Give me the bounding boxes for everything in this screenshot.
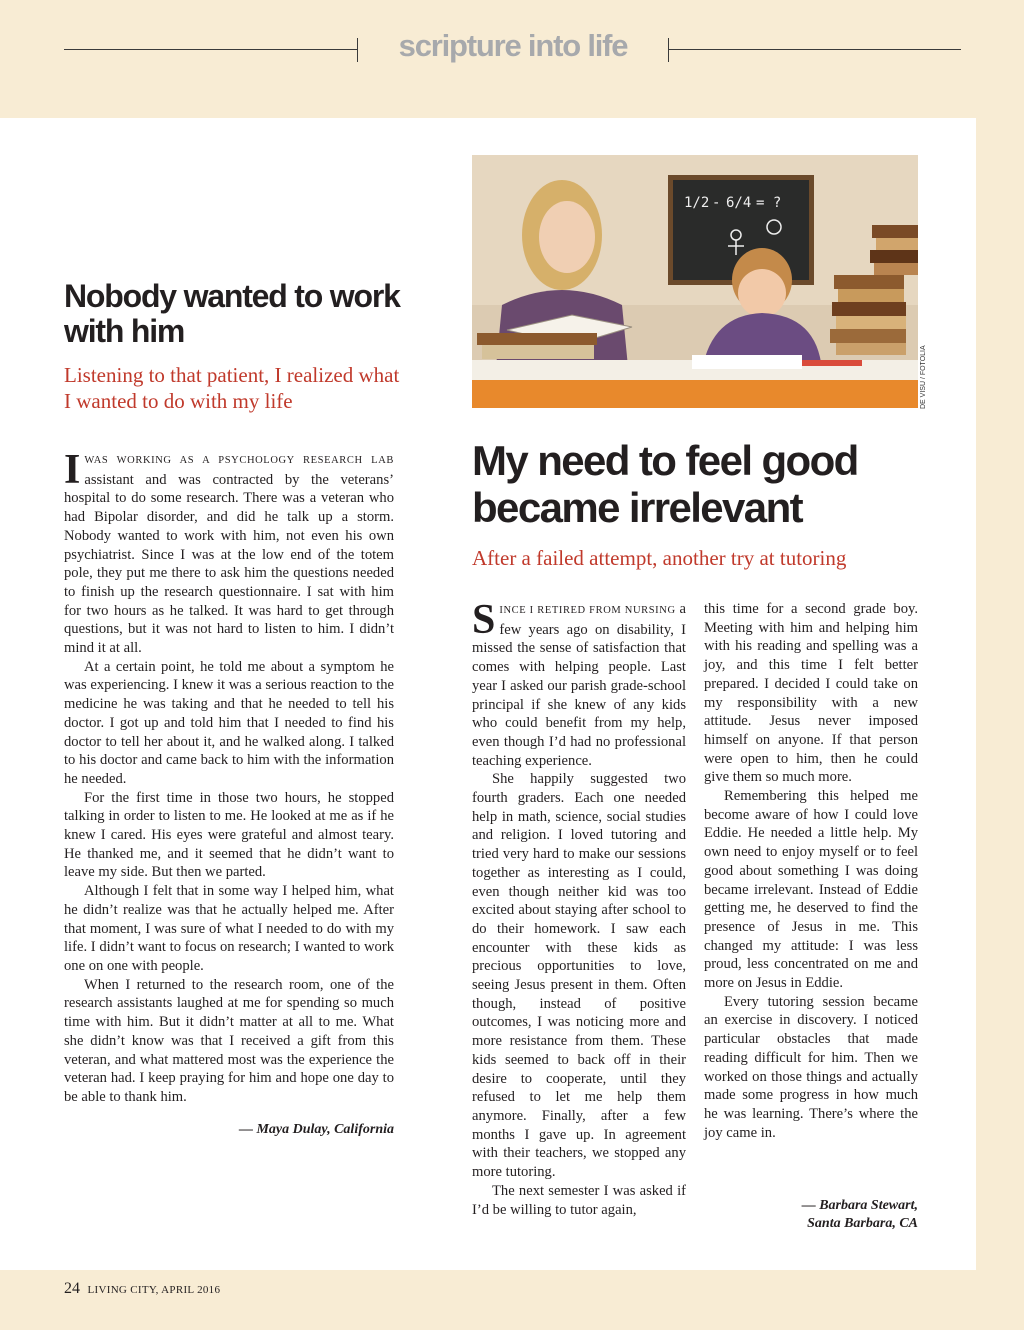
header-rule-tick-right	[668, 38, 669, 62]
story1-deck: Listening to that patient, I realized what I wanted to do with my life	[64, 363, 400, 413]
header-rule-tick-left	[357, 38, 358, 62]
story1-lead-smallcaps: WAS WORKING AS A PSYCHOLOGY RESEARCH LAB	[84, 455, 394, 466]
story1-body	[64, 447, 394, 1107]
story2-deck: After a failed attempt, another try at tutoring	[472, 546, 847, 570]
story2-paragraph-3: The next semester I was asked if I’d be willing to tutor again,	[472, 1182, 686, 1218]
story2-paragraph-1-text: a few years ago on disability, I missed the sense of satisfaction that comes with helping people. Last year I asked our parish grade-school principal if she knew of any kids who could benefit from my help, even though I’d had no professional teaching experience.	[472, 601, 686, 769]
story1-paragraph-1	[64, 447, 394, 658]
story2-paragraph-5: Every tutoring session became an exercise in discovery. I noticed particular obstacles that made reading difficult for him. Then we worked on those things and actually made some progress in how much he was learning. There’s where the joy came in.	[704, 993, 918, 1141]
photo-credit: DE VISU / FOTOLIA	[920, 345, 927, 409]
story2-dropcap: S	[472, 597, 496, 643]
story1-paragraph-5: When I returned to the research room, one of the research assistants laughed at me for spending so much time with him. But it didn’t matter at all to me. What she didn’t know was that I received a gift from this veteran, and what mattered most was the experience the veteran had. I keep praying for him and hope one day to be able to thank him.	[64, 976, 394, 1105]
chalk-text-2: -	[712, 195, 721, 211]
page-footer	[64, 1280, 220, 1298]
story2-signature-name: — Barbara Stewart,	[801, 1198, 918, 1213]
page-number: 24	[64, 1280, 80, 1297]
header-rule-left	[64, 49, 358, 50]
story2-paragraph-4: Remembering this helped me become aware of how I could love Eddie. He needed a little help. My own need to enjoy myself or to feel good about something I was doing became irrelevant. Instead of Eddie getting me, he deserved to find the presence of Jesus in me. This changed my attitude: I was less proud, less concentrated on me and more on Jesus in Eddie.	[704, 788, 918, 992]
chalk-text-3: 6/4	[726, 195, 752, 211]
tutoring-illustration	[472, 155, 918, 408]
story1-dropcap: I	[64, 447, 81, 493]
story2-column-right	[704, 600, 918, 1142]
section-title: scripture into life	[398, 28, 628, 63]
story2-paragraph-2: She happily suggested two fourth graders. Each one needed help in math, science, social studies and religion. I loved tutoring and tried very hard to make our sessions together as interesting as I could, even though neither kid was too excited about staying after school to do their homework. I saw each encounter with these kids as precious opportunities to love, seeing Jesus present in them. Often though, instead of positive outcomes, I was noticing more and more resistance from them. These kids seemed to back off in their desire to cooperate, until they refused to let me help them anymore. Finally, after a few months I gave up. In agreement with their teachers, we stopped any more tutoring.	[472, 771, 686, 1181]
header-rule-right	[669, 49, 961, 50]
story2-title: My need to feel good became irrelevant	[472, 437, 858, 531]
chalk-text-4: = ?	[756, 195, 782, 211]
story2-column-left	[472, 597, 686, 1219]
story1-paragraph-1-text: assistant and was contracted by the veterans’ hospital to do some research. There was a veteran who had Bipolar disorder, and did he talk up a storm. Nobody wanted to work with him, not even his own psychiatrist. Since I was at the low end of the totem pole, they put me there to ask him the questions needed to finish up the research questionnaire. I sat with him for two hours as he talked. It was hard to get through questions, but it was not hard to listen to him. I didn’t mind it at all.	[64, 471, 394, 657]
story2-paragraph-3-cont: this time for a second grade boy. Meeting with him and helping him with his reading and spelling was a joy, and this time I felt better prepared. I decided I could take on my responsibility with a new attitude. Jesus never imposed himself on anyone. If that person were open to him, then he could give them so much more.	[704, 601, 918, 786]
story1-signature: — Maya Dulay, California	[238, 1122, 394, 1137]
publication-info: LIVING CITY, APRIL 2016	[87, 1284, 221, 1296]
story2-paragraph-1	[472, 597, 686, 770]
story1-paragraph-3: For the first time in those two hours, he stopped talking in order to listen to me. He looked at me as if he knew I cared. His eyes were grateful and almost teary. He thanked me, and it seemed that he didn’t want to leave my side. But then we parted.	[64, 789, 394, 881]
story1-title: Nobody wanted to work with him	[64, 278, 400, 349]
story2-signature-place: Santa Barbara, CA	[807, 1216, 918, 1231]
story1-paragraph-2: At a certain point, he told me about a symptom he was experiencing. I knew it was a serious reaction to the medicine he was taking and that he needed to tell his doctor. I got up and told him that I needed to find his doctor to tell her about it, and he walked along. I talked to his doctor and came back to him with the information he needed.	[64, 658, 394, 787]
tutoring-photo	[472, 155, 918, 408]
story2-signature	[704, 1197, 918, 1233]
story2-lead-smallcaps: INCE I RETIRED FROM NURSING	[499, 605, 676, 616]
chalk-text-1: 1/2	[684, 195, 710, 211]
story1-paragraph-4: Although I felt that in some way I helped him, what he didn’t realize was that he actually helped me. After that moment, I was sure of what I needed to do with my life. I didn’t want to focus on research; I wanted to work one on one with people.	[64, 883, 394, 974]
